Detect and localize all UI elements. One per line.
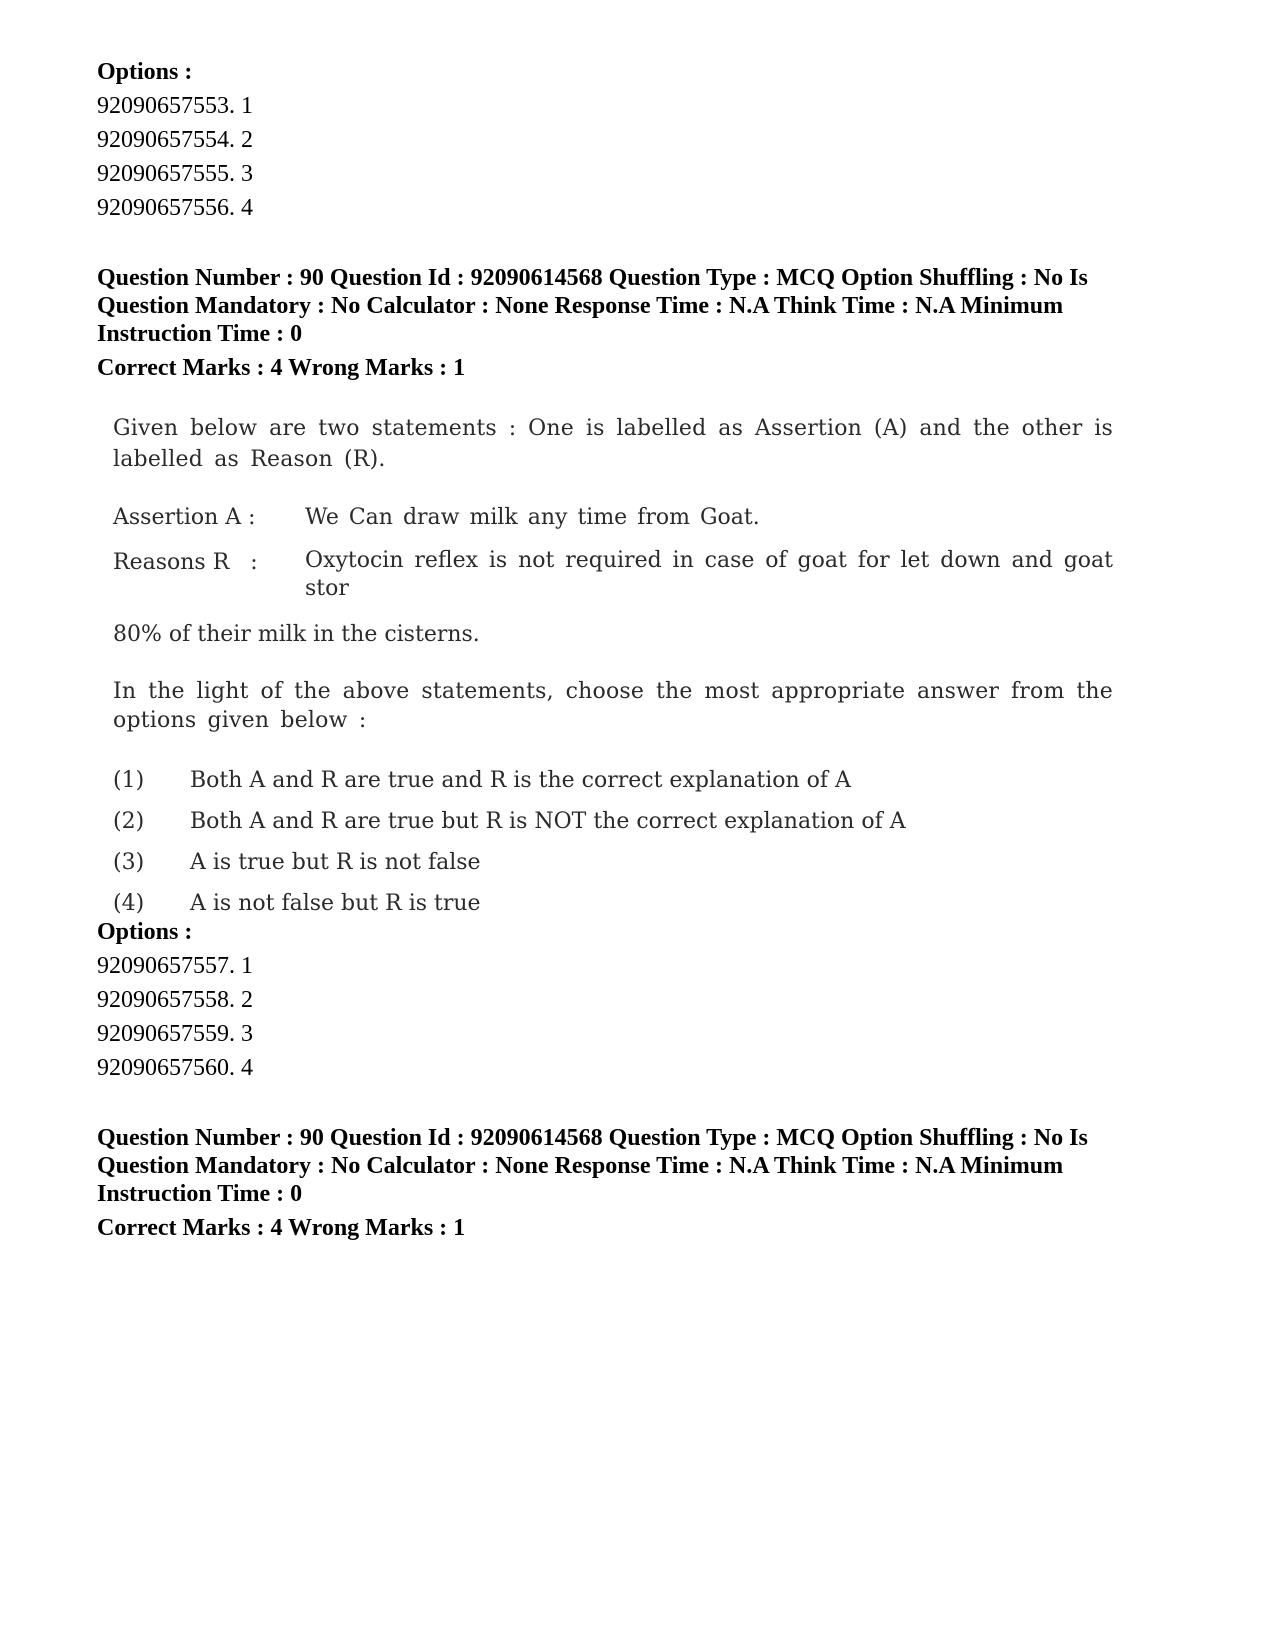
option-item: 92090657560. 4 — [97, 1055, 253, 1081]
question-body-image — [113, 413, 1113, 924]
options-block-top — [97, 58, 1137, 225]
question-meta-line: Instruction Time : 0 — [97, 321, 303, 347]
answer-choices — [113, 760, 1113, 924]
option-item: 92090657558. 2 — [97, 987, 253, 1013]
question-header — [97, 264, 1137, 382]
answer-choice — [113, 842, 1113, 883]
question-meta-line: Question Mandatory : No Calculator : None Response Time : N.A Think Time : N.A Minimum — [97, 293, 1064, 319]
choice-text: Both A and R are true and R is the correct explanation of A — [190, 768, 851, 793]
options-heading: Options : — [97, 919, 193, 945]
choice-number: (4) — [113, 891, 145, 916]
choice-text: Both A and R are true but R is NOT the correct explanation of A — [190, 809, 906, 834]
option-item: 92090657556. 4 — [97, 195, 253, 221]
reason-row — [113, 547, 1113, 603]
assertion-label: Assertion A : — [113, 505, 256, 530]
option-item: 92090657553. 1 — [97, 93, 253, 119]
options-block-bottom — [97, 918, 1137, 1085]
choice-text: A is not false but R is true — [190, 891, 481, 916]
option-item: 92090657554. 2 — [97, 127, 253, 153]
question-meta-line: Question Number : 90 Question Id : 92090614568 Question Type : MCQ Option Shuffling : No Is — [97, 265, 1088, 291]
reason-label: Reasons R : — [113, 550, 258, 575]
choice-number: (2) — [113, 809, 145, 834]
question-meta-line: Question Mandatory : No Calculator : None Response Time : N.A Think Time : N.A Minimum — [97, 1153, 1064, 1179]
question-meta-line: Instruction Time : 0 — [97, 1181, 303, 1207]
options-heading: Options : — [97, 59, 193, 85]
answer-choice — [113, 760, 1113, 801]
answer-choice — [113, 801, 1113, 842]
option-item: 92090657559. 3 — [97, 1021, 253, 1047]
marks-line: Correct Marks : 4 Wrong Marks : 1 — [97, 1215, 466, 1241]
option-item: 92090657557. 1 — [97, 953, 253, 979]
marks-line: Correct Marks : 4 Wrong Marks : 1 — [97, 355, 466, 381]
assertion-text: We Can draw milk any time from Goat. — [305, 505, 760, 530]
question-meta-line: Question Number : 90 Question Id : 92090614568 Question Type : MCQ Option Shuffling : No Is — [97, 1125, 1088, 1151]
reason-continuation: 80% of their milk in the cisterns. — [113, 622, 480, 647]
choice-number: (1) — [113, 768, 145, 793]
choice-number: (3) — [113, 850, 145, 875]
reason-text: Oxytocin reflex is not required in case of goat for let down and goat stor — [305, 548, 1113, 601]
question-instruction: In the light of the above statements, choose the most appropriate answer from the options given below : — [113, 679, 1113, 733]
option-item: 92090657555. 3 — [97, 161, 253, 187]
assertion-row — [113, 502, 1113, 533]
question-intro: Given below are two statements : One is labelled as Assertion (A) and the other is labelled as Reason (R). — [113, 416, 1113, 472]
choice-text: A is true but R is not false — [190, 850, 481, 875]
question-header — [97, 1124, 1137, 1242]
